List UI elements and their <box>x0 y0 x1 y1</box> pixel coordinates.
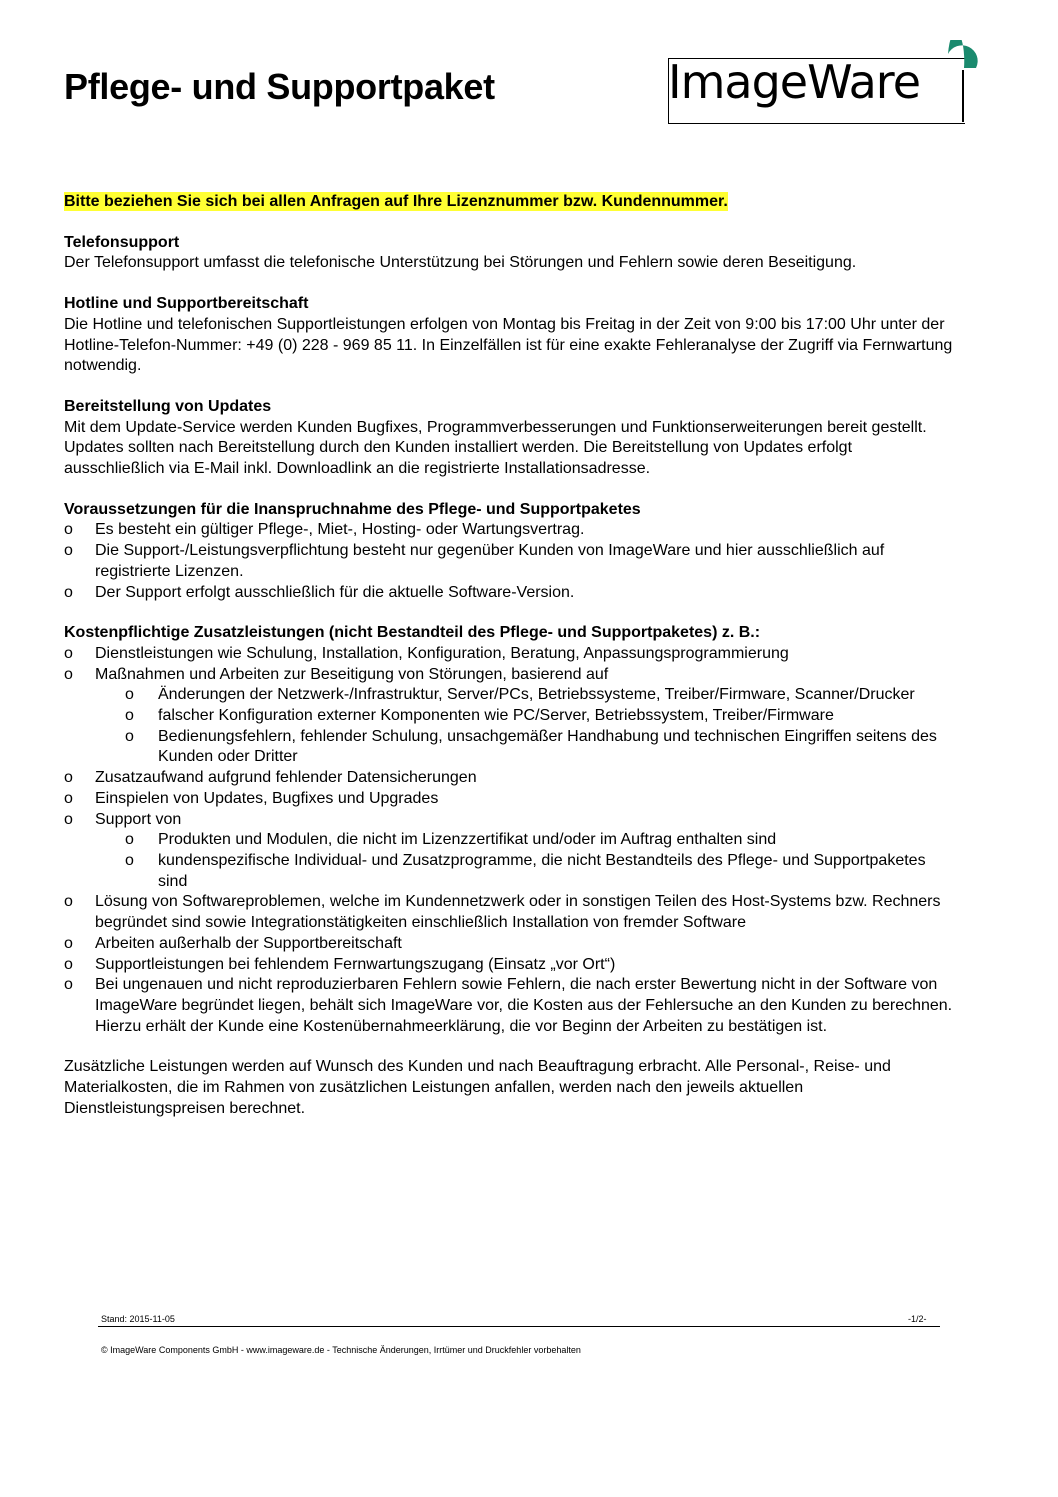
sub-list-item <box>125 706 954 727</box>
section-heading: Telefonsupport <box>64 233 180 251</box>
section-2 <box>64 397 954 480</box>
sub-list-item-text: Bedienungsfehlern, fehlender Schulung, unsachgemäßer Handhabung und technischen Eingriffen seitens des Kunden oder Dritter <box>158 727 937 766</box>
list-item-text: Maßnahmen und Arbeiten zur Beseitigung von Störungen, basierend auf <box>95 665 609 683</box>
document-title: Pflege- und Supportpaket <box>64 66 495 107</box>
requirements-section <box>64 500 954 604</box>
bullet-icon: o <box>64 893 73 911</box>
list-item-text: Die Support-/Leistungsverpflichtung besteht nur gegenüber Kunden von ImageWare und hier ausschließlich auf registrierte Lizenzen. <box>95 542 885 580</box>
footer-divider <box>98 1326 940 1327</box>
requirements-heading: Voraussetzungen für die Inanspruchnahme des Pflege- und Supportpaketes <box>64 500 641 518</box>
list-item <box>64 583 954 604</box>
section-body: Die Hotline und telefonischen Supportleistungen erfolgen von Montag bis Freitag in der Zeit von 9:00 bis 17:00 Uhr unter der Hotline-Telefon-Nummer: +49 (0) 228 - 969 85 11. In Einzelfällen ist für eine exakte Fehleranalyse der Zugriff via Fernwartung notwendig. <box>64 315 953 375</box>
bullet-icon: o <box>125 707 134 725</box>
bullet-icon: o <box>64 789 73 807</box>
list-item-text: Einspielen von Updates, Bugfixes und Upgrades <box>95 789 439 807</box>
list-item <box>64 644 954 665</box>
sub-list <box>125 685 954 768</box>
requirements-list <box>64 520 954 603</box>
footer-copyright: © ImageWare Components GmbH - www.imageware.de - Technische Änderungen, Irrtümer und Druckfehler vorbehalten <box>101 1345 581 1355</box>
section-heading: Bereitstellung von Updates <box>64 397 272 415</box>
footer-stand: Stand: 2015-11-05 <box>101 1314 175 1324</box>
list-item <box>64 934 954 955</box>
list-item <box>64 810 954 831</box>
logo-frame-right <box>962 70 964 122</box>
section-0 <box>64 233 954 274</box>
bullet-icon: o <box>64 665 73 683</box>
list-item-text: Bei ungenauen und nicht reproduzierbaren Fehlern sowie Fehlern, die nach erster Bewertung nicht in der Software von ImageWare begründet liegen, behält sich ImageWare vor, die Kosten aus der Fehlersuche an den Kunden zu berechnen. Hierzu erhält der Kunde eine Kostenübernahmeerklärung, die vor Beginn der Arbeiten zu bestätigen ist. <box>95 976 953 1035</box>
bullet-icon: o <box>64 542 73 560</box>
sub-list-item-text: kundenspezifische Individual- und Zusatzprogramme, die nicht Bestandteils des Pflege- und Supportpaketes sind <box>158 851 926 890</box>
bullet-icon: o <box>64 976 73 994</box>
section-1 <box>64 294 954 377</box>
closing-paragraph: Zusätzliche Leistungen werden auf Wunsch des Kunden und nach Beauftragung erbracht. Alle Personal-, Reise- und Materialkosten, die im Rahmen von zusätzlichen Leistungen anfallen, werden nach den jeweils aktuellen Dienstleistungspreisen berechnet. <box>64 1058 891 1117</box>
sub-list-item <box>125 830 954 851</box>
extras-heading: Kostenpflichtige Zusatzleistungen (nicht Bestandteil des Pflege- und Supportpaketes) z. B.: <box>64 624 761 642</box>
bullet-icon: o <box>125 727 134 745</box>
sub-list-item <box>125 685 954 706</box>
sub-list <box>125 830 954 892</box>
bullet-icon: o <box>64 521 73 539</box>
bullet-icon: o <box>64 810 73 828</box>
list-item <box>64 665 954 686</box>
section-body: Der Telefonsupport umfasst die telefonische Unterstützung bei Störungen und Fehlern sowie deren Beseitigung. <box>64 254 857 272</box>
list-item <box>64 541 954 582</box>
list-item <box>64 975 954 1037</box>
list-item-text: Es besteht ein gültiger Pflege-, Miet-, Hosting- oder Wartungsvertrag. <box>95 521 585 539</box>
sub-list-item-text: Produkten und Modulen, die nicht im Lizenzzertifikat und/oder im Auftrag enthalten sind <box>158 831 777 849</box>
bullet-icon: o <box>64 769 73 787</box>
list-item-text: Zusatzaufwand aufgrund fehlender Datensicherungen <box>95 769 477 787</box>
imageware-logo <box>662 40 984 126</box>
document-body <box>64 192 954 1135</box>
list-item-text: Supportleistungen bei fehlendem Fernwartungszugang (Einsatz „vor Ort“) <box>95 955 616 973</box>
list-item-text: Lösung von Softwareproblemen, welche im Kundennetzwerk oder in sonstigen Teilen des Host-Systems bzw. Rechners begründet sind sowie Integrationstätigkeiten einschließlich Installation von fremder Software <box>95 893 941 932</box>
section-heading: Hotline und Supportbereitschaft <box>64 295 309 313</box>
extras-section <box>64 623 954 1037</box>
logo-accent-icon <box>946 40 980 70</box>
section-body: Mit dem Update-Service werden Kunden Bugfixes, Programmverbesserungen und Funktionserweiterungen bereit gestellt. Updates sollten nach Bereitstellung durch den Kunden installiert werden. Die Bereitstellung von Updates erfolgt ausschließlich via E-Mail inkl. Downloadlink an die registrierte Installationsadresse. <box>64 418 927 478</box>
list-item-text: Support von <box>95 810 182 828</box>
list-item <box>64 768 954 789</box>
bullet-icon: o <box>64 955 73 973</box>
list-item <box>64 892 954 933</box>
bullet-icon: o <box>125 851 134 869</box>
sub-list-item-text: falscher Konfiguration externer Komponenten wie PC/Server, Betriebssystem, Treiber/Firmware <box>158 707 834 725</box>
footer-page-number: -1/2- <box>908 1314 927 1324</box>
list-item-text: Arbeiten außerhalb der Supportbereitschaft <box>95 934 402 952</box>
logo-text: ImageWare <box>668 55 920 109</box>
sub-list-item-text: Änderungen der Netzwerk-/Infrastruktur, Server/PCs, Betriebssysteme, Treiber/Firmware, Scanner/Drucker <box>158 686 915 704</box>
sub-list-item <box>125 851 954 892</box>
list-item <box>64 520 954 541</box>
sub-list-item <box>125 727 954 768</box>
list-item-text: Der Support erfolgt ausschließlich für die aktuelle Software-Version. <box>95 583 575 601</box>
notice-line <box>64 192 954 213</box>
bullet-icon: o <box>64 644 73 662</box>
list-item <box>64 955 954 976</box>
extras-list <box>64 644 954 1037</box>
bullet-icon: o <box>125 831 134 849</box>
bullet-icon: o <box>64 583 73 601</box>
list-item-text: Dienstleistungen wie Schulung, Installation, Konfiguration, Beratung, Anpassungsprogrammierung <box>95 644 789 662</box>
list-item <box>64 789 954 810</box>
highlight-notice: Bitte beziehen Sie sich bei allen Anfragen auf Ihre Lizenznummer bzw. Kundennummer. <box>64 193 728 210</box>
bullet-icon: o <box>64 934 73 952</box>
bullet-icon: o <box>125 686 134 704</box>
